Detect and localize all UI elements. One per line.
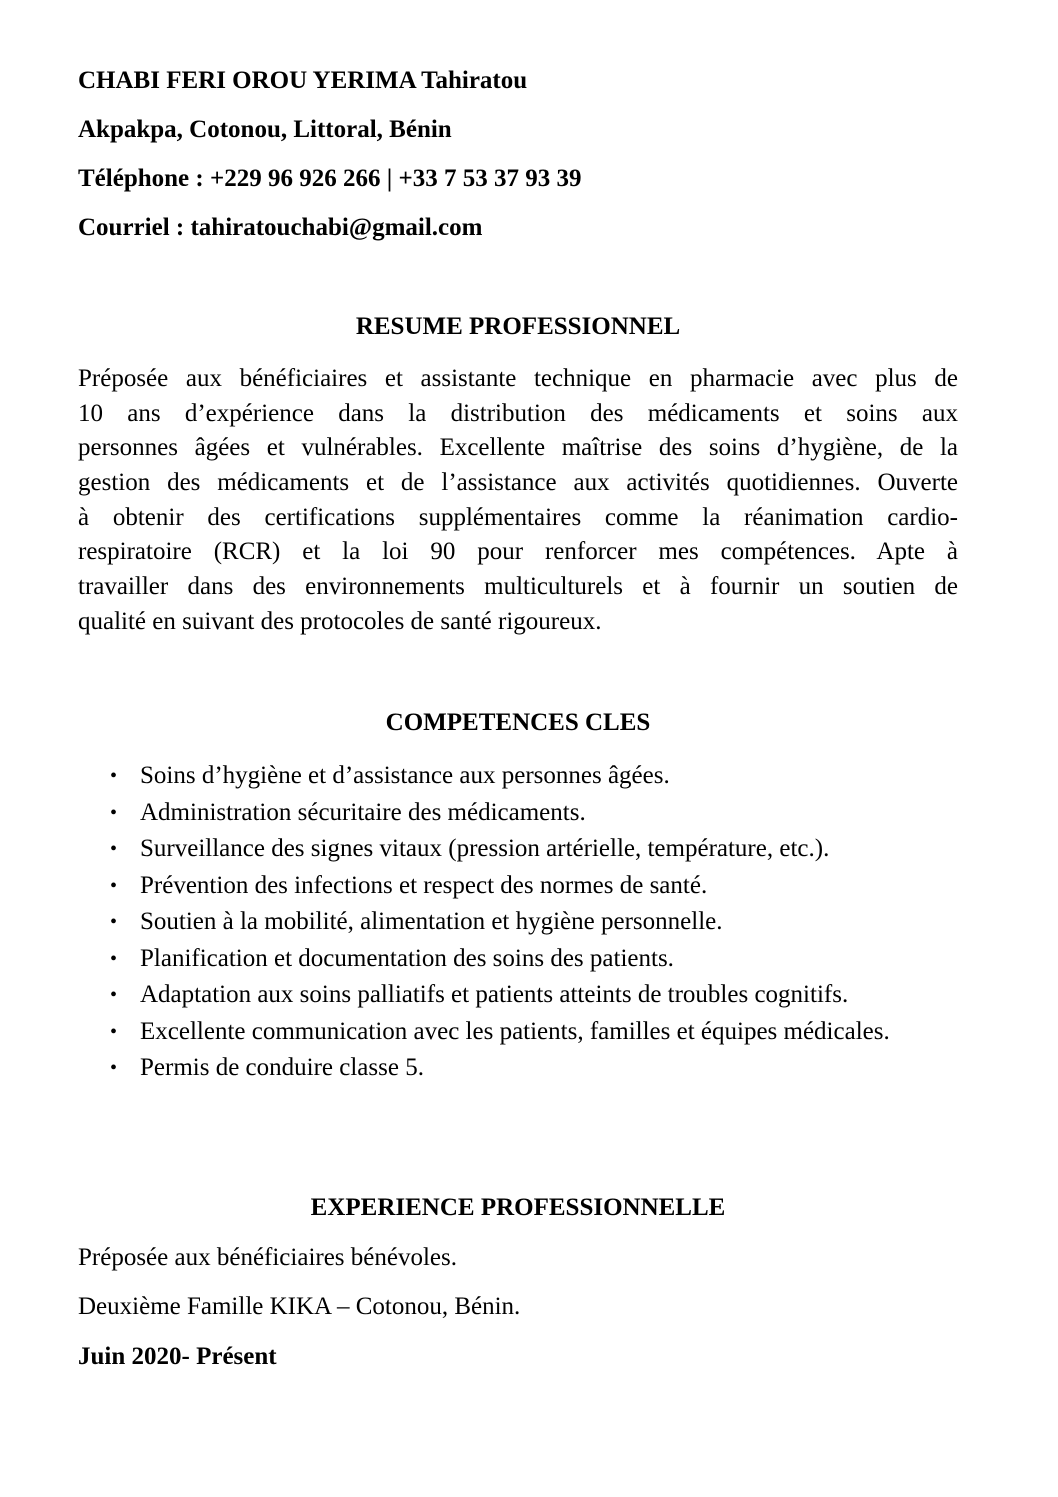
experience-period: Juin 2020- Présent xyxy=(78,1343,277,1370)
skill-text: Administration sécuritaire des médicaments. xyxy=(140,798,586,826)
bullet-icon: • xyxy=(110,947,118,970)
bullet-icon: • xyxy=(110,984,118,1006)
candidate-email: Courriel : tahiratouchabi@gmail.com xyxy=(78,214,483,241)
bullet-icon: • xyxy=(110,911,118,933)
skill-text: Soins d’hygiène et d’assistance aux personnes âgées. xyxy=(140,762,670,789)
candidate-name: CHABI FERI OROU YERIMA Tahiratou xyxy=(78,67,528,94)
bullet-icon: • xyxy=(110,765,118,787)
skill-text: Adaptation aux soins palliatifs et patients atteints de troubles cognitifs. xyxy=(140,981,849,1008)
list-item xyxy=(78,1014,958,1051)
list-item xyxy=(78,831,958,868)
summary-paragraph xyxy=(78,362,958,640)
bullet-icon: • xyxy=(110,838,118,860)
summary-heading: RESUME PROFESSIONNEL xyxy=(355,313,681,340)
skills-heading: COMPETENCES CLES xyxy=(385,709,651,736)
candidate-address: Akpakpa, Cotonou, Littoral, Bénin xyxy=(78,116,452,143)
list-item xyxy=(78,904,958,941)
experience-heading: EXPERIENCE PROFESSIONNELLE xyxy=(310,1194,726,1221)
experience-organization: Deuxième Famille KIKA – Cotonou, Bénin. xyxy=(78,1293,521,1320)
summary-line: qualité en suivant des protocoles de santé rigoureux. xyxy=(78,607,602,635)
bullet-icon: • xyxy=(110,1020,118,1043)
list-item xyxy=(78,977,958,1014)
bullet-icon: • xyxy=(110,874,118,897)
bullet-icon: • xyxy=(110,801,118,824)
bullet-icon: • xyxy=(110,1057,118,1079)
summary-line: Préposée aux bénéficiaires et assistante technique en pharmacie avec plus de xyxy=(78,365,958,392)
skill-text: Surveillance des signes vitaux (pression artérielle, température, etc.). xyxy=(140,835,830,862)
skill-text: Soutien à la mobilité, alimentation et hygiène personnelle. xyxy=(140,908,723,935)
list-item xyxy=(78,758,958,795)
list-item xyxy=(78,795,958,832)
summary-line: à obtenir des certifications supplémentaires comme la réanimation cardio- xyxy=(78,503,958,531)
skill-text: Permis de conduire classe 5. xyxy=(140,1054,424,1081)
skill-text: Excellente communication avec les patients, familles et équipes médicales. xyxy=(140,1017,890,1045)
experience-role: Préposée aux bénéficiaires bénévoles. xyxy=(78,1244,458,1271)
list-item xyxy=(78,868,958,905)
summary-line: personnes âgées et vulnérables. Excellente maîtrise des soins d’hygiène, de la xyxy=(78,434,958,462)
list-item xyxy=(78,1050,958,1087)
summary-line: travailler dans des environnements multiculturels et à fournir un soutien de xyxy=(78,573,958,601)
summary-line: gestion des médicaments et de l’assistance aux activités quotidiennes. Ouverte xyxy=(78,469,958,497)
skill-text: Planification et documentation des soins des patients. xyxy=(140,944,674,972)
skill-text: Prévention des infections et respect des normes de santé. xyxy=(140,871,708,899)
list-item xyxy=(78,941,958,978)
candidate-phone: Téléphone : +229 96 926 266 | +33 7 53 37 93 39 xyxy=(78,165,582,192)
skills-list xyxy=(78,758,958,1087)
summary-line: 10 ans d’expérience dans la distribution des médicaments et soins aux xyxy=(78,399,958,427)
summary-line: respiratoire (RCR) et la loi 90 pour renforcer mes compétences. Apte à xyxy=(78,538,958,566)
